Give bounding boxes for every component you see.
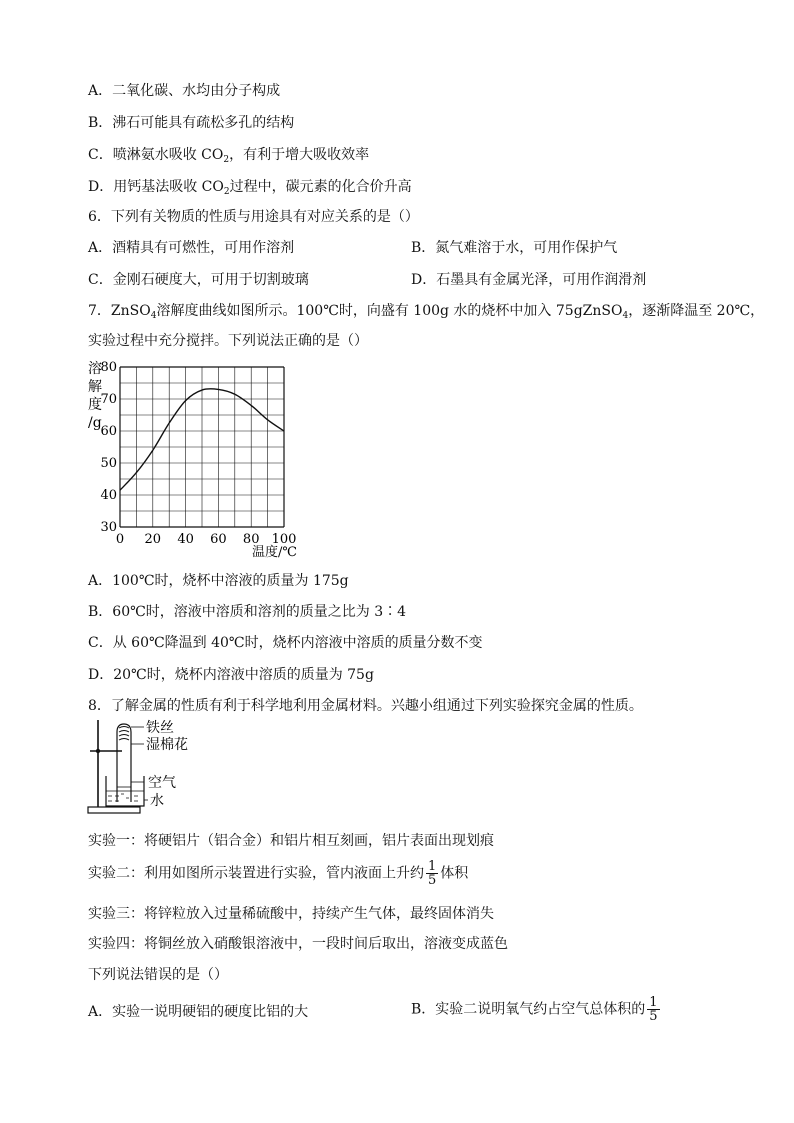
q8-experiment-2: 实验二：利用如图所示装置进行实验，管内液面上升约 $\frac{1}{5}$ 体积 (88, 859, 469, 888)
y-tick-label: 60 (100, 424, 117, 439)
q7-option-c: C．从 60℃降温到 40℃时，烧杯内溶液中溶质的质量分数不变 (88, 635, 483, 651)
x-tick-label: 40 (177, 532, 194, 547)
solubility-chart (82, 355, 322, 565)
label-wet-cotton: 湿棉花 (146, 737, 188, 753)
y-tick-label: 40 (100, 488, 117, 503)
x-tick-label: 80 (242, 532, 260, 547)
q7-stem-line2: 实验过程中充分搅拌。下列说法正确的是（） (88, 333, 368, 349)
q7-option-b: B．60℃时，溶液中溶质和溶剂的质量之比为 3∶4 (88, 604, 407, 620)
q5-option-a: A．二氧化碳、水均由分子构成 (88, 83, 281, 99)
y-tick-label: 50 (100, 456, 117, 471)
label-water: 水 (150, 793, 164, 809)
stand-base (88, 807, 140, 813)
y-tick-labels (100, 360, 117, 535)
water-hatch (108, 794, 138, 801)
q6-option-a: A．酒精具有可燃性，可用作溶剂 (88, 240, 295, 256)
q6-option-d: D．石墨具有金属光泽，可用作润滑剂 (411, 272, 647, 288)
x-tick-label: 0 (115, 532, 125, 547)
q7-stem-line1: 7．ZnSO$_4$溶解度曲线如图所示。100℃时，向盛有 100g 水的烧杯中加入 75gZnSO$_4$，逐渐降温至 20℃， (88, 303, 765, 321)
y-tick-label: 30 (100, 520, 117, 535)
x-axis-label: 温度/℃ (252, 545, 297, 560)
label-air: 空气 (148, 775, 176, 791)
q6-option-c: C．金刚石硬度大，可用于切割玻璃 (88, 272, 309, 288)
y-tick-label: 70 (100, 392, 117, 407)
y-tick-label: 80 (100, 360, 117, 375)
clamp-knob (96, 749, 100, 753)
q6-option-b: B．氮气难溶于水，可用作保护气 (411, 240, 618, 256)
q5-option-d: D．用钙基法吸收 $CO_2$过程中，碳元素的化合价升高 (88, 179, 412, 197)
q6-stem: 6．下列有关物质的性质与用途具有对应关系的是（） (88, 209, 419, 225)
q8-experiment-1: 实验一：将硬铝片（铝合金）和铝片相互刻画，铝片表面出现划痕 (88, 833, 494, 849)
fraction-one-fifth-b: $\frac{1}{5}$ (649, 995, 658, 1024)
q7-option-d: D．20℃时，烧杯内溶液中溶质的质量为 75g (88, 667, 374, 683)
ylabel-char-1: 溶 (88, 361, 102, 377)
ylabel-char-4: /g (88, 415, 102, 431)
iron-rust-apparatus-diagram (86, 718, 216, 818)
label-iron-wire: 铁丝 (146, 720, 174, 736)
q8-stem: 8．了解金属的性质有利于科学地利用金属材料。兴趣小组通过下列实验探究金属的性质。 (88, 698, 643, 714)
q5-option-c: C．喷淋氨水吸收 $CO_2$，有利于增大吸收效率 (88, 147, 370, 165)
q8-option-a: A．实验一说明硬铝的硬度比铝的大 (88, 1004, 309, 1020)
q8-experiment-4: 实验四：将铜丝放入硝酸银溶液中，一段时间后取出，溶液变成蓝色 (88, 936, 508, 952)
fraction-one-fifth: $\frac{1}{5}$ (428, 859, 437, 888)
x-tick-label: 20 (144, 532, 162, 547)
q7-option-a: A．100℃时，烧杯中溶液的质量为 175g (88, 573, 349, 589)
iron-wire-coil (119, 727, 129, 741)
ylabel-char-3: 度 (88, 397, 102, 413)
q8-question: 下列说法错误的是（） (88, 967, 228, 983)
x-tick-label: 60 (210, 532, 227, 547)
q8-experiment-3: 实验三：将锌粒放入过量稀硫酸中，持续产生气体，最终固体消失 (88, 906, 494, 922)
x-tick-label: 100 (271, 532, 297, 547)
ylabel-char-2: 解 (88, 379, 102, 395)
chart-grid (120, 367, 284, 527)
q5-option-b: B．沸石可能具有疏松多孔的结构 (88, 115, 295, 131)
q8-option-b: B．实验二说明氧气约占空气总体积的 $\frac{1}{5}$ (411, 995, 658, 1024)
